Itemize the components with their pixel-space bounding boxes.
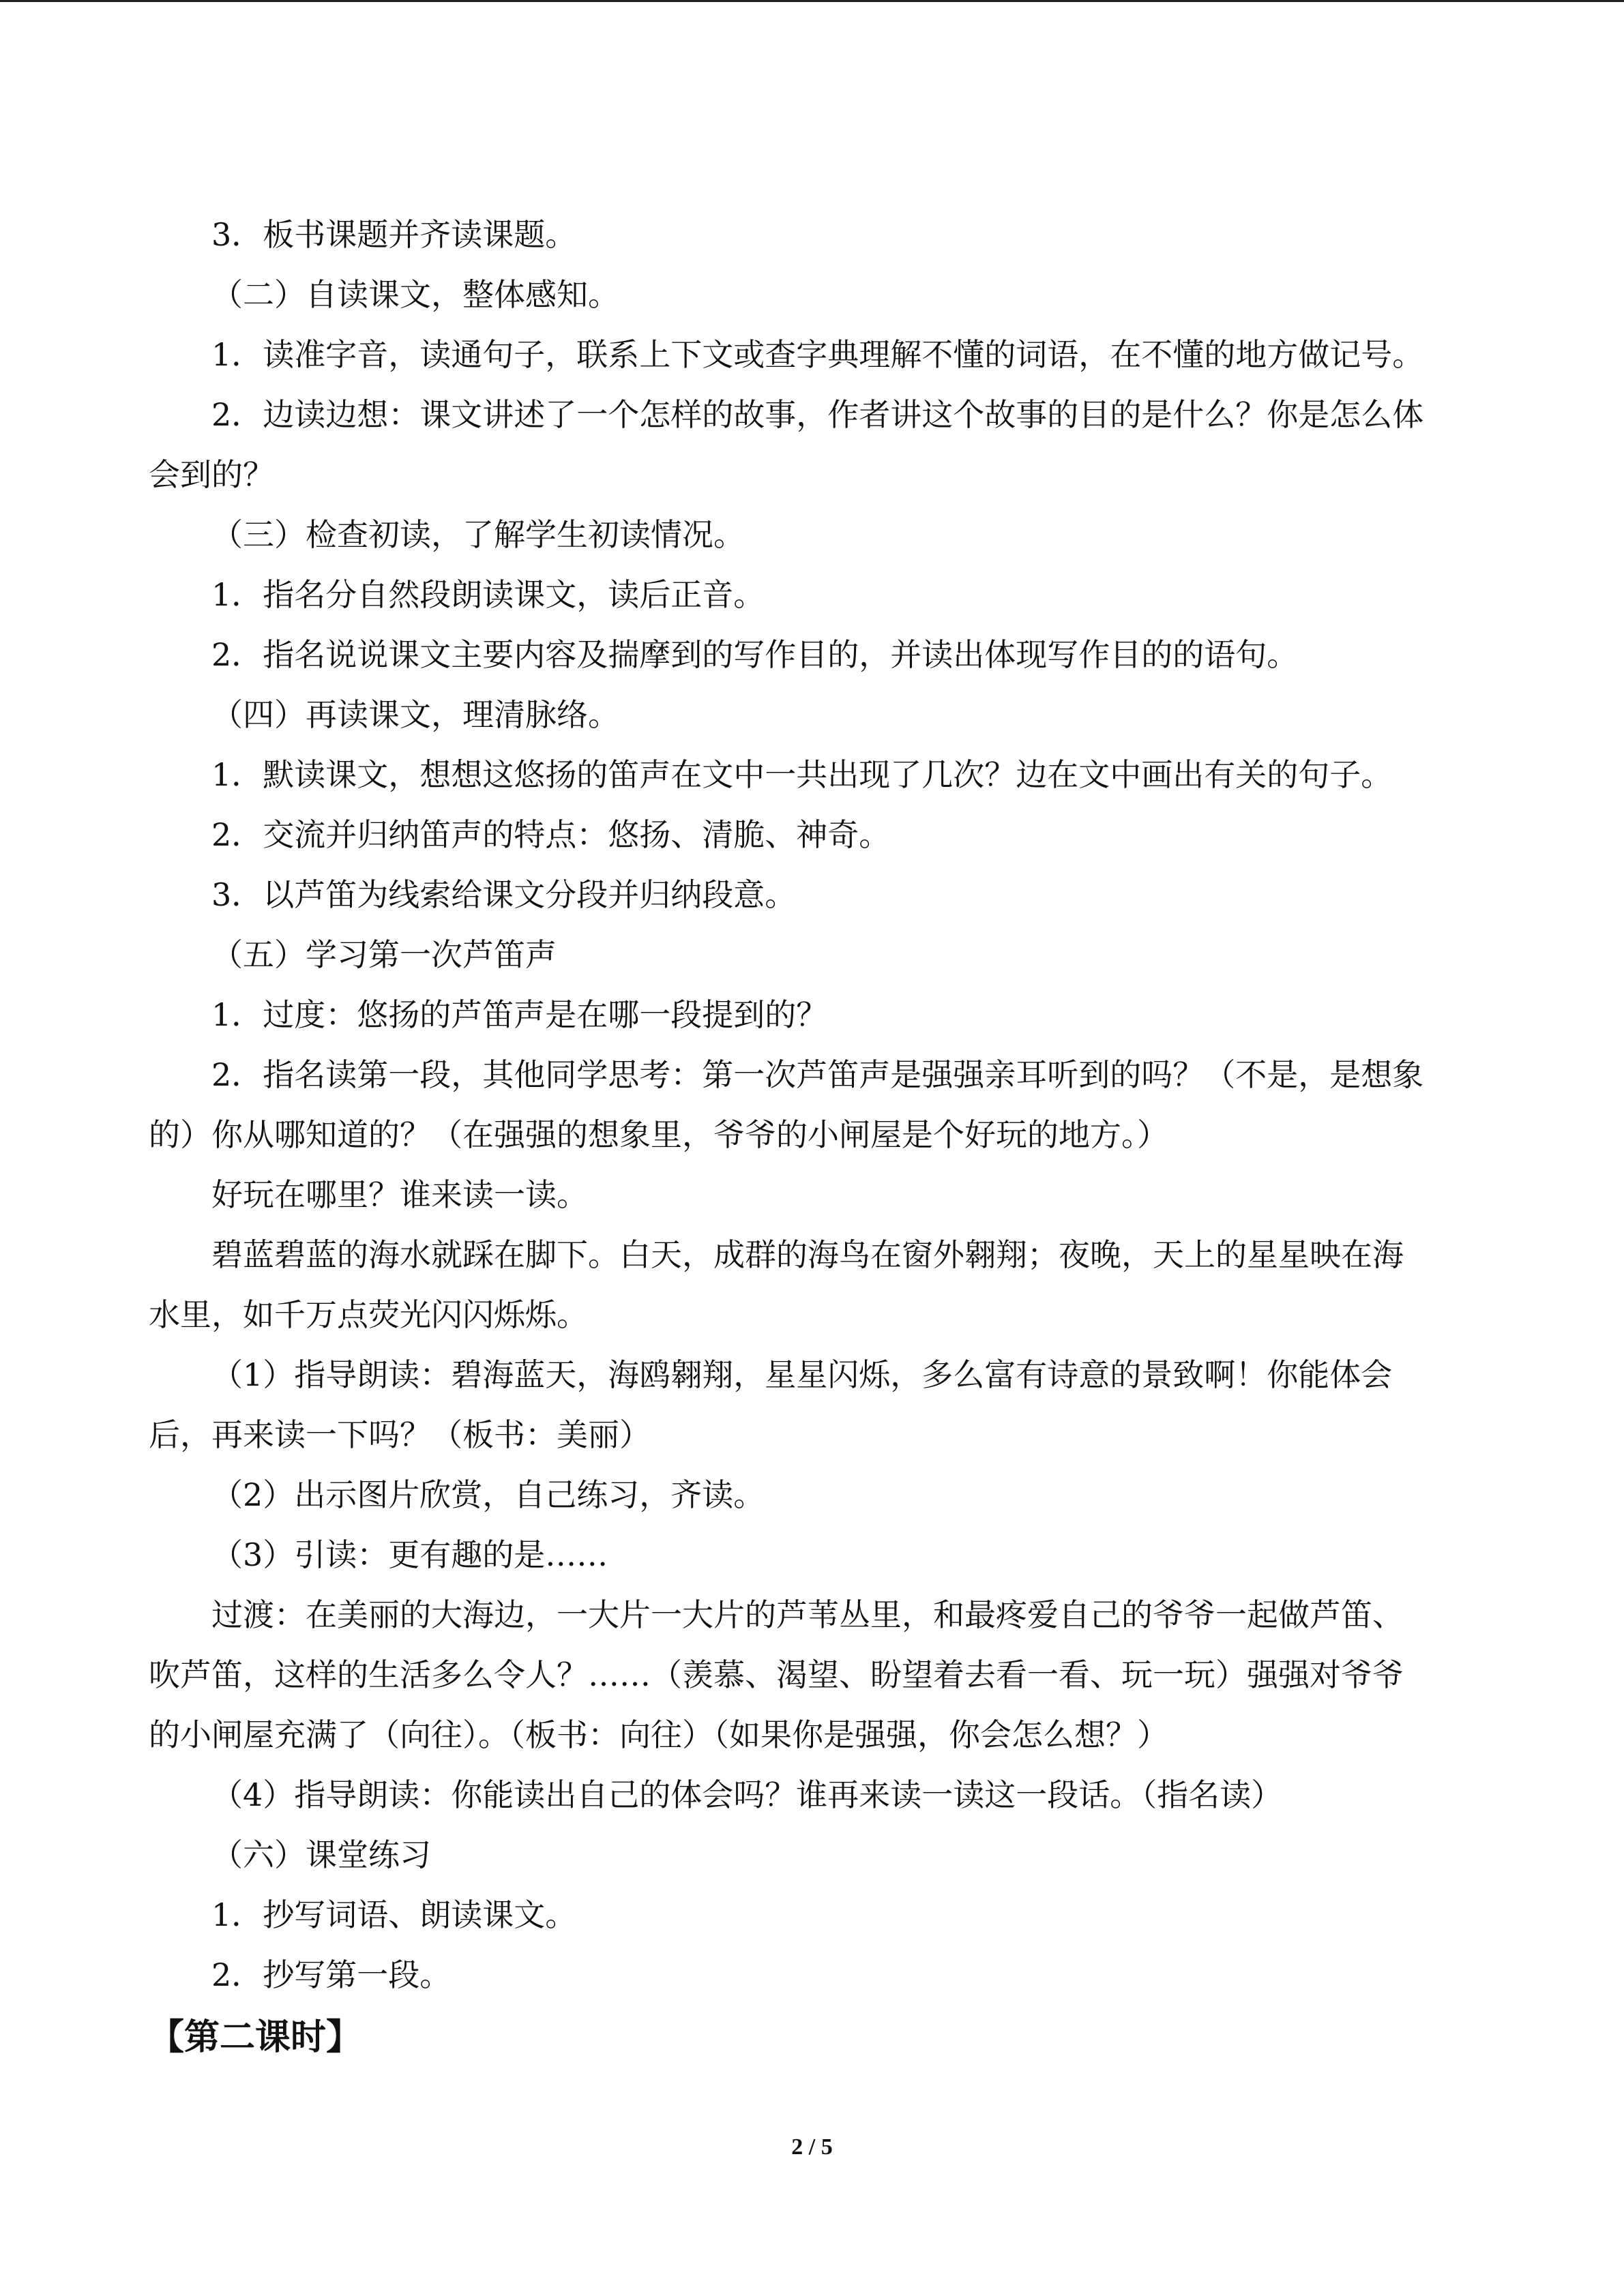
paragraph-continuation: 会到的？ (149, 456, 274, 493)
paragraph-continuation: 的小闸屋充满了（向往）。（板书：向往）（如果你是强强，你会怎么想？） (149, 1716, 1168, 1753)
paragraph: 2．指名说说课文主要内容及揣摩到的写作目的，并读出体现写作目的的语句。 (211, 636, 1299, 673)
paragraph-continuation: 后，再来读一下吗？（板书：美丽） (149, 1416, 651, 1453)
quoted-passage: 碧蓝碧蓝的海水就踩在脚下。白天，成群的海鸟在窗外翱翔；夜晚，天上的星星映在海 (211, 1236, 1404, 1273)
paragraph: 1．抄写词语、朗读课文。 (211, 1896, 577, 1933)
paragraph-continuation: 的）你从哪知道的？（在强强的想象里，爷爷的小闸屋是个好玩的地方。） (149, 1116, 1168, 1153)
paragraph: 2．指名读第一段，其他同学思考：第一次芦笛声是强强亲耳听到的吗？（不是，是想象 (211, 1056, 1424, 1093)
paragraph: 1．读准字音，读通句子，联系上下文或查字典理解不懂的词语，在不懂的地方做记号。 (211, 336, 1424, 373)
paragraph: 1．默读课文，想想这悠扬的笛声在文中一共出现了几次？边在文中画出有关的句子。 (211, 756, 1393, 793)
paragraph: （3）引读：更有趣的是…… (211, 1536, 608, 1573)
paragraph: 1．过度：悠扬的芦笛声是在哪一段提到的？ (211, 996, 828, 1033)
section-title: （六）课堂练习 (211, 1836, 431, 1873)
quoted-passage-continuation: 水里，如千万点荧光闪闪烁烁。 (149, 1296, 588, 1333)
paragraph: 3．以芦笛为线索给课文分段并归纳段意。 (211, 876, 797, 913)
section-title: （三）检查初读，了解学生初读情况。 (211, 516, 745, 553)
paragraph: （1）指导朗读：碧海蓝天，海鸥翱翔，星星闪烁，多么富有诗意的景致啊！你能体会 (211, 1356, 1393, 1393)
section-title: （二）自读课文，整体感知。 (211, 276, 619, 313)
page-number: 2 / 5 (791, 2134, 833, 2160)
paragraph: （4）指导朗读：你能读出自己的体会吗？谁再来读一读这一段话。（指名读） (211, 1776, 1283, 1813)
top-border-line (0, 0, 1624, 2)
paragraph: 2．交流并归纳笛声的特点：悠扬、清脆、神奇。 (211, 816, 891, 853)
paragraph: 2．抄写第一段。 (211, 1956, 452, 1993)
section-title: （四）再读课文，理清脉络。 (211, 696, 619, 733)
paragraph: 过渡：在美丽的大海边，一大片一大片的芦苇丛里，和最疼爱自己的爷爷一起做芦笛、 (211, 1596, 1404, 1633)
paragraph-continuation: 吹芦笛，这样的生活多么令人？……（羡慕、渴望、盼望着去看一看、玩一玩）强强对爷爷 (149, 1656, 1404, 1693)
document-body (149, 205, 1479, 2068)
paragraph: 2．边读边想：课文讲述了一个怎样的故事，作者讲这个故事的目的是什么？你是怎么体 (211, 396, 1424, 433)
paragraph: 1．指名分自然段朗读课文，读后正音。 (211, 576, 765, 613)
lesson-heading: 【第二课时】 (149, 2016, 362, 2058)
section-title: （五）学习第一次芦笛声 (211, 936, 557, 973)
paragraph: （2）出示图片欣赏，自己练习，齐读。 (211, 1476, 765, 1513)
paragraph: 3．板书课题并齐读课题。 (211, 216, 577, 253)
paragraph: 好玩在哪里？谁来读一读。 (211, 1176, 588, 1213)
